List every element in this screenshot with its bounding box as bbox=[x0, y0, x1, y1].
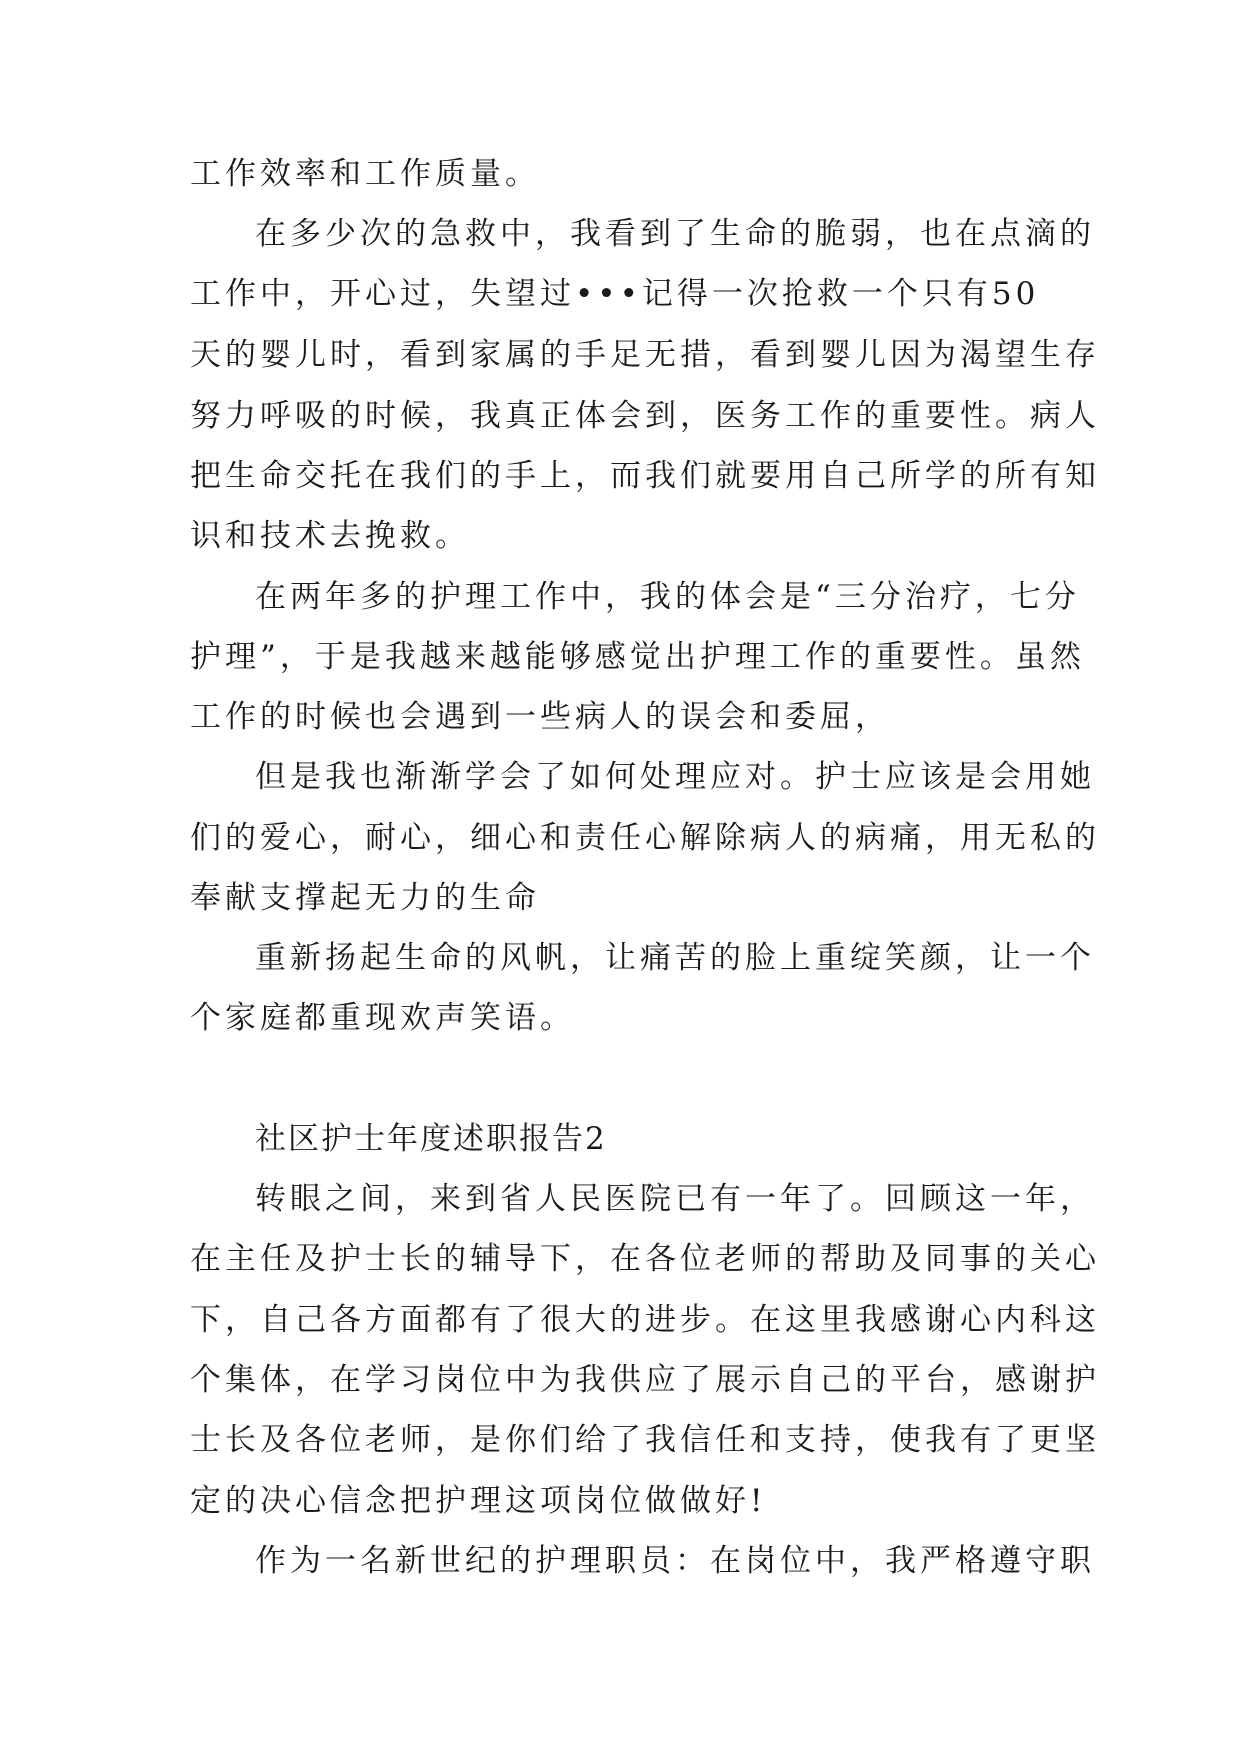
section-heading: 社区护士年度述职报告2 bbox=[255, 1121, 607, 1157]
paragraph-line: 转眼之间，来到省人民医院已有一年了。回顾这一年， bbox=[255, 1181, 1095, 1217]
paragraph-line: 天的婴儿时，看到家属的手足无措，看到婴儿因为渴望生存 bbox=[190, 337, 1100, 373]
paragraph-line: 护理”，于是我越来越能够感觉出护理工作的重要性。虽然 bbox=[190, 639, 1085, 675]
paragraph-line: 士长及各位老师，是你们给了我信任和支持，使我有了更坚 bbox=[190, 1422, 1100, 1458]
paragraph-line: 作为一名新世纪的护理职员：在岗位中，我严格遵守职 bbox=[255, 1543, 1095, 1579]
paragraph-line: 识和技术去挽救。 bbox=[190, 518, 470, 554]
paragraph-line: 工作效率和工作质量。 bbox=[190, 156, 540, 192]
paragraph-line: 重新扬起生命的风帆，让痛苦的脸上重绽笑颜，让一个 bbox=[255, 940, 1095, 976]
paragraph-line: 个家庭都重现欢声笑语。 bbox=[190, 1000, 575, 1036]
paragraph-line: 把生命交托在我们的手上，而我们就要用自己所学的所有知 bbox=[190, 458, 1100, 494]
paragraph-line: 在主任及护士长的辅导下，在各位老师的帮助及同事的关心 bbox=[190, 1241, 1100, 1277]
paragraph-line: 努力呼吸的时候，我真正体会到，医务工作的重要性。病人 bbox=[190, 398, 1100, 434]
paragraph-line: 个集体，在学习岗位中为我供应了展示自己的平台，感谢护 bbox=[190, 1362, 1100, 1398]
paragraph-line: 奉献支撑起无力的生命 bbox=[190, 880, 540, 916]
paragraph-line: 工作中，开心过，失望过•••记得一次抢救一个只有50 bbox=[190, 276, 1040, 312]
paragraph-line: 们的爱心，耐心，细心和责任心解除病人的病痛，用无私的 bbox=[190, 820, 1100, 856]
paragraph-line: 下，自己各方面都有了很大的进步。在这里我感谢心内科这 bbox=[190, 1302, 1100, 1338]
paragraph-line: 在两年多的护理工作中，我的体会是“三分治疗，七分 bbox=[255, 579, 1080, 615]
paragraph-line: 但是我也渐渐学会了如何处理应对。护士应该是会用她 bbox=[255, 759, 1095, 795]
paragraph-line: 定的决心信念把护理这项岗位做做好! bbox=[190, 1483, 767, 1519]
paragraph-line: 在多少次的急救中，我看到了生命的脆弱，也在点滴的 bbox=[255, 216, 1095, 252]
paragraph-line: 工作的时候也会遇到一些病人的误会和委屈， bbox=[190, 699, 890, 735]
